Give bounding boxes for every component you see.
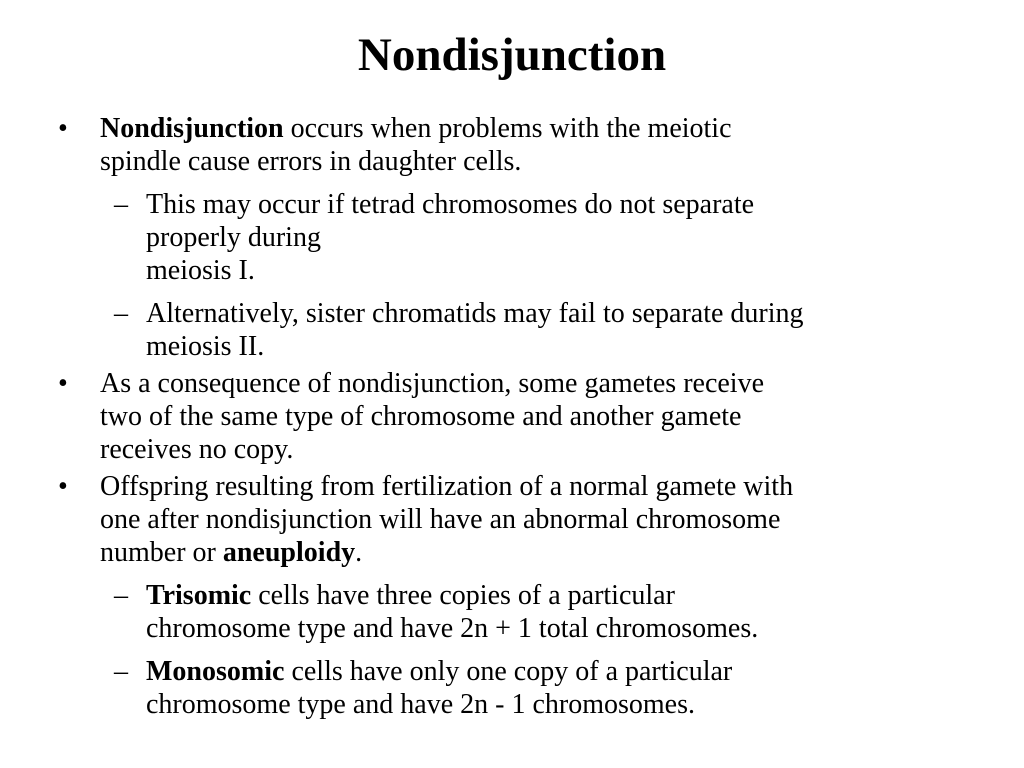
slide-body — [58, 112, 958, 721]
bold-term: aneuploidy — [222, 537, 356, 568]
bullet-text: As a consequence of nondisjunction, some gametes receive two of the same type of chromosome and another gamete receives no copy. — [100, 368, 765, 465]
bullet-marker: • — [58, 368, 68, 399]
sub-bullet-text: cells have three copies of a particular chromosome type and have 2n + 1 total chromosomes. — [146, 580, 759, 644]
sub-bullet-item — [58, 297, 958, 363]
bold-term: Trisomic — [146, 580, 252, 611]
bold-term: Monosomic — [146, 656, 285, 687]
bold-term: Nondisjunction — [100, 113, 284, 144]
bullet-marker: • — [58, 113, 68, 144]
bullet-marker: • — [58, 471, 68, 502]
bullet-item — [58, 367, 958, 466]
sub-bullet-text: cells have only one copy of a particular chromosome type and have 2n - 1 chromosomes. — [146, 656, 733, 720]
bullet-text: Offspring resulting from fertilization of a normal gamete with one after nondisjunction will have an abnormal chromosome number or — [100, 471, 794, 568]
dash-marker: – — [114, 189, 128, 220]
slide-title: Nondisjunction — [357, 29, 667, 81]
sub-bullet-item — [58, 655, 958, 721]
bullet-item — [58, 112, 958, 178]
dash-marker: – — [114, 298, 128, 329]
dash-marker: – — [114, 580, 128, 611]
sub-bullet-item — [58, 188, 958, 287]
bullet-text-end: . — [355, 537, 363, 568]
sub-bullet-text: This may occur if tetrad chromosomes do not separate properly during meiosis I. — [146, 189, 755, 286]
sub-bullet-text: Alternatively, sister chromatids may fail to separate during meiosis II. — [146, 298, 804, 362]
sub-bullet-item — [58, 579, 958, 645]
bullet-item — [58, 470, 958, 569]
dash-marker: – — [114, 656, 128, 687]
bullet-text: occurs when problems with the meiotic spindle cause errors in daughter cells. — [100, 113, 732, 177]
